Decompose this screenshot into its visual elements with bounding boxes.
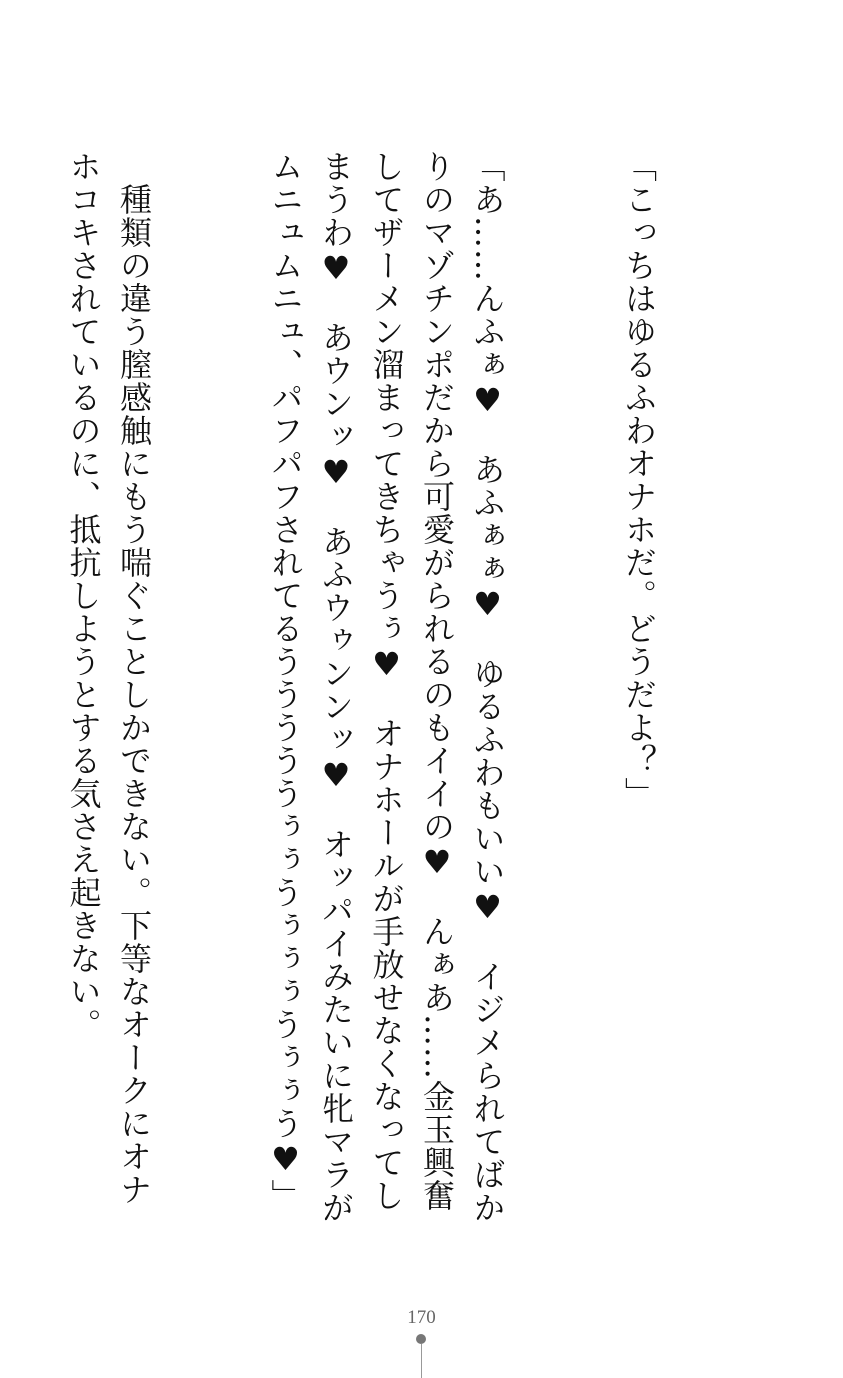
page-number: 170 bbox=[407, 1307, 436, 1328]
folio-dot-ornament bbox=[416, 1334, 426, 1344]
body-text bbox=[0, 150, 765, 1235]
text-line-2: 「あ……んふぁ♥ あふぁぁ♥ ゆるふわもいい♥ イジメられてばかりのマゾチンポだから可愛がられるのもイイの♥ んぁあ……金玉興奮してザーメン溜まってきちゃうぅ♥ オナホールが手放せなくなってしまうわ♥ あウンッ♥ あふウゥンンッ♥ オッパイみたいに牝マラがムニュムニュ、パフパフされてるうううううぅぅうぅぅぅうぅぅう♥」 bbox=[266, 150, 507, 1224]
text-line-3: 種類の違う膣感触にもう喘ぐことしかできない。下等なオークにオナホコキされているのに、抵抗しようとする気さえ起きない。 bbox=[64, 150, 153, 1206]
folio-line-ornament bbox=[421, 1344, 422, 1378]
text-line-1: 「こっちはゆるふわオナホだ。どうだよ？」 bbox=[620, 150, 658, 810]
